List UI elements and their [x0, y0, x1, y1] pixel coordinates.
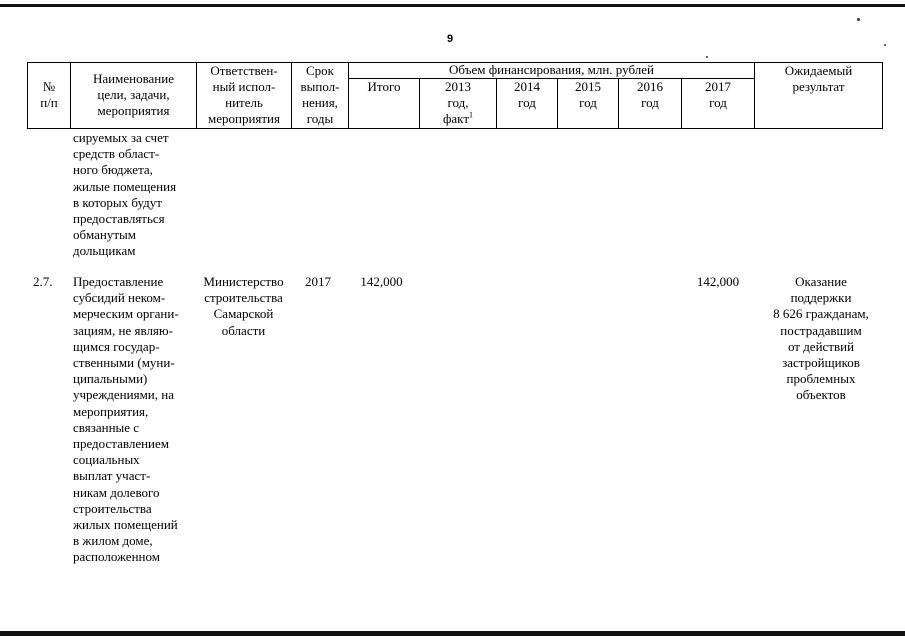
row-result-cell: Оказание поддержки 8 626 гражданам, пострадавшим от действий застройщиков проблемных объектов	[773, 274, 869, 403]
col-rule	[882, 62, 883, 129]
header-responsible: Ответствен- ный испол- нитель мероприятия	[207, 63, 280, 126]
header-term: Срок выпол- нения, годы	[300, 63, 340, 126]
continued-name-cell: сируемых за счет средств област- ного бюджета, жилые помещения в которых будут предоставляться обманутым дольщикам	[73, 130, 177, 259]
header-2013: 2013 год, факт$^1$	[442, 79, 474, 126]
header-total: Итого	[367, 79, 401, 94]
header-2016: 2016 год	[637, 79, 663, 110]
row-total-cell: 142,000	[360, 274, 403, 289]
header-2015: 2015 год	[575, 79, 601, 110]
header-2017: 2017 год	[705, 79, 731, 110]
row-2017-cell: 142,000	[696, 274, 740, 289]
header-name: Наименование цели, задачи, мероприятия	[93, 71, 174, 118]
header-2014: 2014 год	[514, 79, 540, 110]
header-funding-title: Объем финансирования, млн. рублей	[449, 62, 654, 77]
scan-speck	[857, 18, 860, 21]
row-name-cell: Предоставление субсидий неком- мерческим органи- зациям, не являю- щимся государ- ственными (муни- ципальными) учреждениями, на мероприятия, связанные с предоставлением социальных выплат участ- никам долевого строительства жилых помещений в жилом доме, расположенном	[73, 274, 179, 565]
page-top-edge	[0, 4, 905, 7]
page-number: 9	[446, 33, 454, 45]
header-num: № п/п	[40, 79, 58, 110]
scan-speck	[706, 56, 708, 58]
row-term-cell: 2017	[305, 274, 331, 289]
table-header	[27, 62, 883, 129]
footnote-mark: 1	[469, 110, 474, 120]
scan-speck	[884, 44, 886, 46]
header-result: Ожидаемый результат	[784, 63, 853, 94]
row-responsible-cell: Министерство строительства Самарской области	[203, 274, 284, 338]
page-bottom-edge	[0, 631, 905, 636]
row-number: 2.7.	[33, 274, 53, 289]
